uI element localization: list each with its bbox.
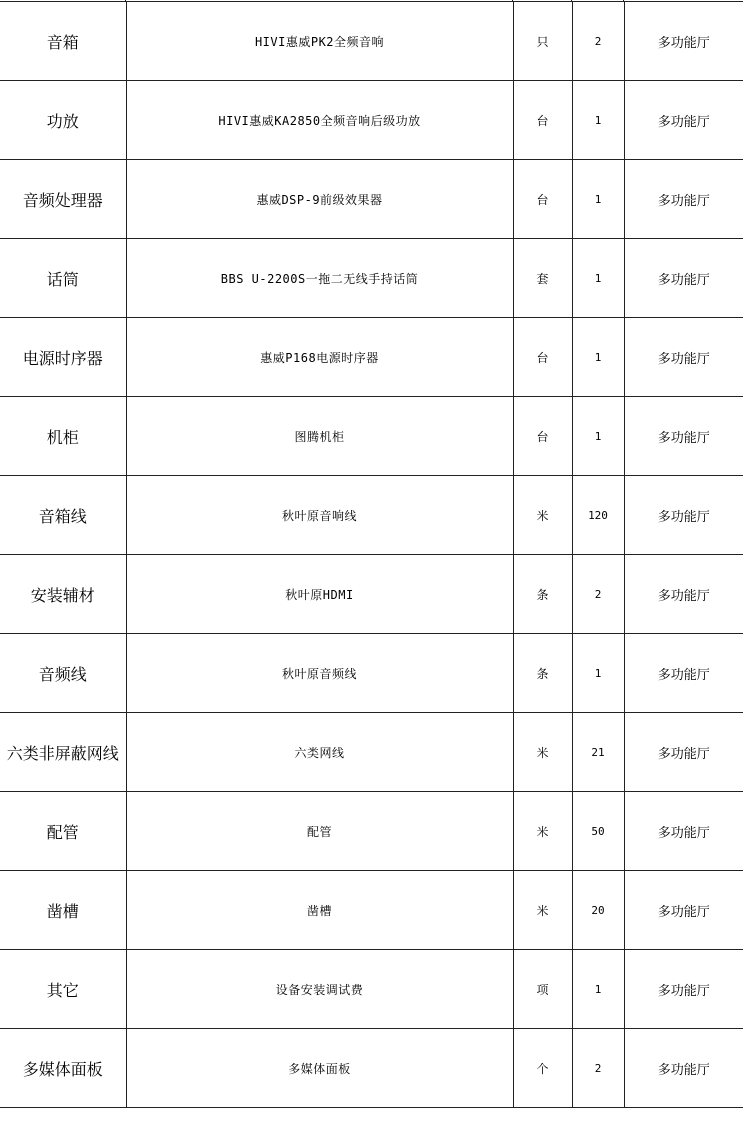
item-name-cell: 多媒体面板 <box>0 1029 126 1108</box>
item-qty-cell: 21 <box>572 713 624 792</box>
item-location-cell: 多功能厅 <box>624 476 743 555</box>
table-row <box>0 239 743 318</box>
item-spec-cell: 秋叶原音响线 <box>126 476 513 555</box>
item-unit-cell: 套 <box>513 239 572 318</box>
item-name-cell: 配管 <box>0 792 126 871</box>
item-qty-cell: 20 <box>572 871 624 950</box>
item-unit-cell: 台 <box>513 160 572 239</box>
item-unit-cell: 台 <box>513 318 572 397</box>
table-row <box>0 871 743 950</box>
item-unit-cell: 米 <box>513 871 572 950</box>
item-spec-cell: 凿槽 <box>126 871 513 950</box>
item-qty-cell: 1 <box>572 160 624 239</box>
table-row <box>0 2 743 81</box>
item-name-cell: 其它 <box>0 950 126 1029</box>
item-name-cell: 话筒 <box>0 239 126 318</box>
item-spec-cell: 秋叶原音频线 <box>126 634 513 713</box>
item-unit-cell: 条 <box>513 555 572 634</box>
item-name-cell: 音箱线 <box>0 476 126 555</box>
item-spec-cell: 图腾机柜 <box>126 397 513 476</box>
item-qty-cell: 1 <box>572 239 624 318</box>
item-name-cell: 安装辅材 <box>0 555 126 634</box>
item-spec-cell: HIVI惠威PK2全频音响 <box>126 2 513 81</box>
table-row <box>0 555 743 634</box>
item-name-cell: 音箱 <box>0 2 126 81</box>
item-location-cell: 多功能厅 <box>624 871 743 950</box>
item-qty-cell: 1 <box>572 318 624 397</box>
item-spec-cell: 配管 <box>126 792 513 871</box>
item-location-cell: 多功能厅 <box>624 397 743 476</box>
item-location-cell: 多功能厅 <box>624 634 743 713</box>
item-location-cell: 多功能厅 <box>624 950 743 1029</box>
item-unit-cell: 个 <box>513 1029 572 1108</box>
item-qty-cell: 50 <box>572 792 624 871</box>
equipment-table <box>0 1 743 1108</box>
table-row <box>0 792 743 871</box>
table-row <box>0 634 743 713</box>
item-spec-cell: 设备安装调试费 <box>126 950 513 1029</box>
item-qty-cell: 2 <box>572 2 624 81</box>
item-qty-cell: 1 <box>572 950 624 1029</box>
item-qty-cell: 2 <box>572 1029 624 1108</box>
item-location-cell: 多功能厅 <box>624 239 743 318</box>
item-name-cell: 电源时序器 <box>0 318 126 397</box>
item-unit-cell: 条 <box>513 634 572 713</box>
item-unit-cell: 台 <box>513 81 572 160</box>
item-unit-cell: 只 <box>513 2 572 81</box>
item-name-cell: 音频处理器 <box>0 160 126 239</box>
table-row <box>0 160 743 239</box>
item-qty-cell: 120 <box>572 476 624 555</box>
item-location-cell: 多功能厅 <box>624 2 743 81</box>
item-unit-cell: 项 <box>513 950 572 1029</box>
table-row <box>0 950 743 1029</box>
table-row <box>0 397 743 476</box>
item-spec-cell: 秋叶原HDMI <box>126 555 513 634</box>
item-name-cell: 机柜 <box>0 397 126 476</box>
item-location-cell: 多功能厅 <box>624 555 743 634</box>
equipment-table-body <box>0 2 743 1108</box>
item-qty-cell: 2 <box>572 555 624 634</box>
item-spec-cell: 六类网线 <box>126 713 513 792</box>
table-row <box>0 476 743 555</box>
item-name-cell: 六类非屏蔽网线 <box>0 713 126 792</box>
item-location-cell: 多功能厅 <box>624 160 743 239</box>
item-name-cell: 功放 <box>0 81 126 160</box>
item-location-cell: 多功能厅 <box>624 792 743 871</box>
item-unit-cell: 米 <box>513 713 572 792</box>
item-unit-cell: 米 <box>513 476 572 555</box>
table-row <box>0 713 743 792</box>
item-qty-cell: 1 <box>572 634 624 713</box>
item-unit-cell: 台 <box>513 397 572 476</box>
item-unit-cell: 米 <box>513 792 572 871</box>
item-spec-cell: 多媒体面板 <box>126 1029 513 1108</box>
item-location-cell: 多功能厅 <box>624 1029 743 1108</box>
item-spec-cell: 惠威P168电源时序器 <box>126 318 513 397</box>
table-row <box>0 81 743 160</box>
item-location-cell: 多功能厅 <box>624 318 743 397</box>
item-qty-cell: 1 <box>572 397 624 476</box>
table-row <box>0 1029 743 1108</box>
item-name-cell: 凿槽 <box>0 871 126 950</box>
item-location-cell: 多功能厅 <box>624 81 743 160</box>
item-spec-cell: HIVI惠威KA2850全频音响后级功放 <box>126 81 513 160</box>
item-qty-cell: 1 <box>572 81 624 160</box>
item-spec-cell: BBS U-2200S一拖二无线手持话筒 <box>126 239 513 318</box>
item-location-cell: 多功能厅 <box>624 713 743 792</box>
item-spec-cell: 惠威DSP-9前级效果器 <box>126 160 513 239</box>
item-name-cell: 音频线 <box>0 634 126 713</box>
table-row <box>0 318 743 397</box>
